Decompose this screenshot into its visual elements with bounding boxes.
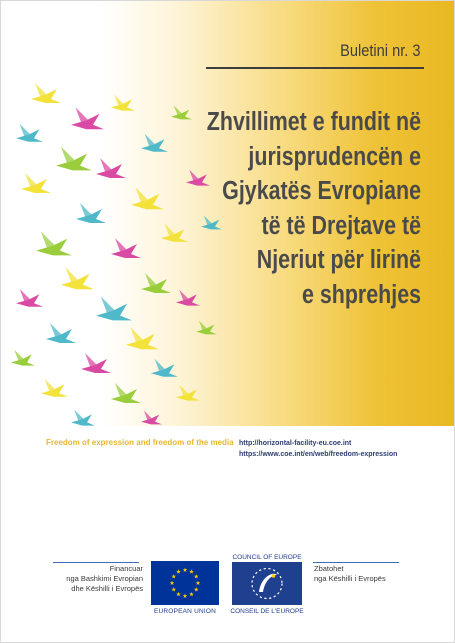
- link-freedom-expression[interactable]: https://www.coe.int/en/web/freedom-expression: [239, 451, 398, 458]
- implemented-by-text: [314, 564, 386, 584]
- bird-shape: [141, 410, 162, 424]
- bird-shape: [41, 379, 68, 397]
- funded-rule: [53, 562, 139, 563]
- bulletin-rule: [206, 67, 424, 69]
- title-line: Zhvillimet e fundit në: [206, 108, 421, 136]
- bird-shape: [56, 146, 92, 170]
- implemented-line: nga Këshilli i Evropës: [314, 574, 386, 583]
- implemented-rule: [313, 562, 399, 563]
- bird-shape: [196, 320, 217, 334]
- title-line: Njeriut për lirinë: [256, 246, 421, 275]
- bird-shape: [16, 124, 43, 142]
- bird-shape: [16, 289, 43, 307]
- bird-shape: [96, 158, 126, 178]
- title-line: e shprehjes: [301, 280, 421, 309]
- coe-name-fr: CONSEIL DE L'EUROPE: [230, 608, 304, 615]
- bird-shape: [176, 385, 200, 401]
- bird-shape: [111, 238, 141, 258]
- bird-shape: [141, 134, 168, 152]
- bird-shape: [61, 267, 94, 289]
- footer-links: [239, 438, 397, 460]
- bird-shape: [81, 353, 111, 373]
- eu-flag-icon: [151, 561, 219, 605]
- eu-caption: EUROPEAN UNION: [153, 608, 217, 615]
- bird-shape: [11, 350, 35, 366]
- funded-line: Financuar: [109, 564, 143, 573]
- council-of-europe-logo-icon: [232, 562, 302, 605]
- cover-title: [166, 105, 421, 313]
- series-label: Freedom of expression and freedom of the media: [46, 438, 234, 447]
- title-line: Gjykatës Evropiane: [222, 177, 421, 206]
- bird-shape: [71, 410, 95, 426]
- link-horizontal-facility[interactable]: http://horizontal-facility-eu.coe.int: [239, 440, 352, 447]
- funded-by-text: [66, 564, 143, 594]
- funded-line: dhe Këshilli i Evropës: [71, 584, 143, 593]
- coe-name-en: COUNCIL OF EUROPE: [232, 554, 302, 561]
- bird-shape: [21, 173, 51, 193]
- funded-line: nga Bashkimi Evropian: [66, 574, 143, 583]
- bird-shape: [31, 83, 61, 103]
- bird-shape: [151, 359, 178, 377]
- implemented-line: Zbatohet: [314, 564, 344, 573]
- bird-shape: [71, 107, 104, 129]
- bird-shape: [111, 383, 141, 403]
- bird-shape: [111, 95, 135, 111]
- bird-shape: [96, 296, 132, 320]
- bird-shape: [36, 231, 72, 255]
- bulletin-number: Buletini nr. 3: [340, 41, 421, 60]
- bird-shape: [131, 187, 164, 209]
- bird-shape: [76, 203, 106, 223]
- bird-shape: [126, 327, 159, 349]
- bird-shape: [46, 323, 76, 343]
- title-line: jurisprudencën e: [248, 142, 421, 171]
- title-line: të të Drejtave të: [261, 211, 421, 240]
